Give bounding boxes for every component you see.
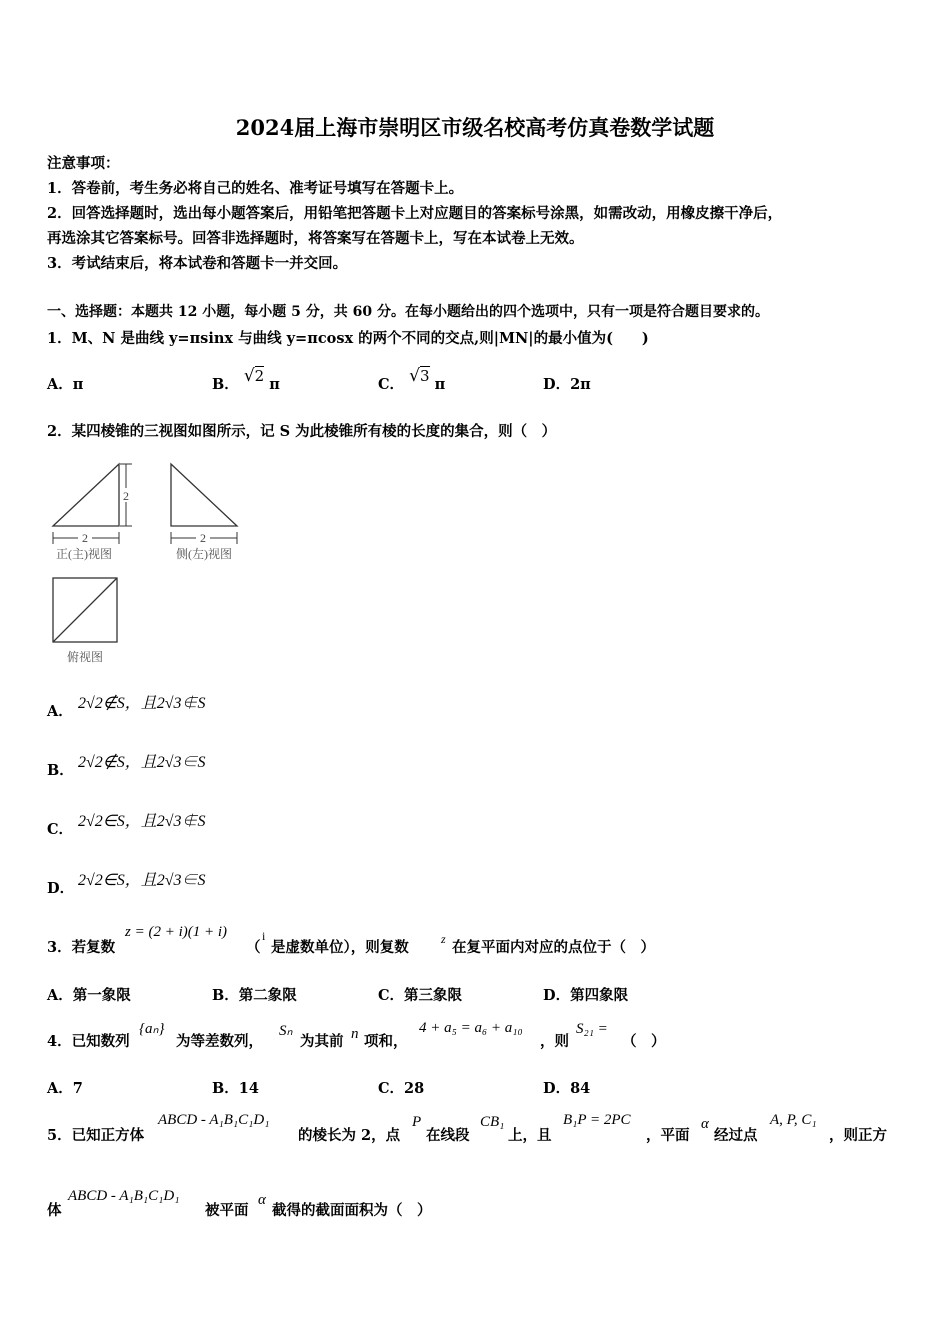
side-view-triangle <box>171 464 237 526</box>
q5-cube: ABCD - A₁B₁C₁D₁ <box>158 1112 270 1128</box>
top-view-label: 俯视图 <box>66 650 104 664</box>
q3-stem-a: 3．若复数 <box>47 939 116 956</box>
q5-stem-a: 5．已知正方体 <box>47 1127 145 1144</box>
q4-stem-e: ，则 <box>540 1033 569 1050</box>
q3-z-symbol: z <box>441 932 446 946</box>
q4-option-d: D．84 <box>543 1080 591 1097</box>
q4-option-a: A．7 <box>47 1080 83 1097</box>
height-dim-label: 2 <box>123 489 129 503</box>
notice-heading: 注意事项： <box>47 155 120 172</box>
notice-item-3: 3．考试结束后，将本试卷和答题卡一并交回。 <box>47 255 348 272</box>
q3-i-symbol: i <box>262 929 266 943</box>
three-view-figure <box>44 458 254 673</box>
q1-option-b-pi: π <box>269 376 280 393</box>
q5-stem-c: 在线段 <box>426 1127 470 1144</box>
sqrt-icon: √2 <box>243 366 265 386</box>
q2-stem: 2．某四棱锥的三视图如图所示，记 S 为此棱锥所有棱的长度的集合，则（ ） <box>47 423 557 440</box>
sqrt-icon: √3 <box>409 366 430 386</box>
q3-stem-c: 在复平面内对应的点位于（ ） <box>452 939 655 956</box>
q5-points: A, P, C₁ <box>770 1112 817 1128</box>
front-dim-label: 2 <box>82 531 88 545</box>
q1-option-a: A．π <box>47 376 84 393</box>
q4-stem-d: 项和， <box>364 1033 408 1050</box>
q3-option-a: A．第一象限 <box>47 987 131 1004</box>
q5-relation: B₁P = 2PC <box>563 1112 631 1128</box>
q4-stem-f: （ ） <box>622 1033 666 1050</box>
q5-stem-f: 经过点 <box>714 1127 758 1144</box>
q4-stem-c: 为其前 <box>300 1033 344 1050</box>
q1-option-b <box>212 366 280 394</box>
q2-option-a-label: A． <box>47 703 73 720</box>
q5-stem-d: 上，且 <box>508 1127 552 1144</box>
q3-option-c: C．第三象限 <box>378 987 463 1004</box>
q2-option-d: 2√2∈S，且2√3∈S <box>78 872 206 889</box>
front-view-triangle <box>53 464 119 526</box>
side-dim-label: 2 <box>200 531 206 545</box>
q5-stem-h: 体 <box>47 1202 62 1219</box>
q2-option-c-label: C． <box>47 821 74 838</box>
q1-option-d: D．2π <box>543 376 591 393</box>
q5-alpha: α <box>701 1116 709 1132</box>
q5-segment: CB₁ <box>480 1114 505 1130</box>
notice-item-2a: 2．回答选择题时，选出每小题答案后，用铅笔把答题卡上对应题目的答案标号涂黑，如需改动，用橡皮擦干净后， <box>47 205 783 222</box>
q3-stem-b: 是虚数单位），则复数 <box>271 939 409 956</box>
front-view-label: 正(主)视图 <box>56 547 112 561</box>
q2-option-b-label: B． <box>47 762 74 779</box>
page-title: 2024届上海市崇明区市级名校高考仿真卷数学试题 <box>235 115 715 140</box>
section-heading: 一、选择题：本题共 12 小题，每小题 5 分，共 60 分。在每小题给出的四个选项中，只有一项是符合题目要求的。 <box>47 304 769 320</box>
q2-option-a: 2√2∉S，且2√3∉S <box>78 695 206 712</box>
side-view-label: 侧(左)视图 <box>176 547 232 561</box>
q3-formula: z = (2 + i)(1 + i) <box>125 924 228 940</box>
q1-option-c <box>378 366 446 394</box>
q1-option-c-pi: π <box>434 376 446 393</box>
q2-option-c: 2√2∈S，且2√3∉S <box>78 813 206 830</box>
top-view-diagonal <box>53 578 117 642</box>
q2-option-d-label: D． <box>47 880 75 897</box>
q4-stem-b: 为等差数列， <box>176 1033 263 1050</box>
q4-equation: 4 + a₅ = a₆ + a₁₀ <box>419 1020 523 1036</box>
q2-option-b: 2√2∉S，且2√3∈S <box>78 754 206 771</box>
q4-stem-a: 4．已知数列 <box>47 1033 130 1050</box>
q4-option-b: B．14 <box>212 1080 259 1097</box>
q3-paren: （ <box>246 939 261 956</box>
q5-stem-b: 的棱长为 2，点 <box>298 1127 401 1144</box>
q4-n: n <box>351 1026 359 1042</box>
notice-item-1: 1．答卷前，考生务必将自己的姓名、准考证号填写在答题卡上。 <box>47 180 464 197</box>
q4-sn: Sₙ <box>279 1023 293 1039</box>
q5-alpha-2: α <box>258 1192 266 1208</box>
q3-option-d: D．第四象限 <box>543 987 629 1004</box>
notice-item-2b: 再选涂其它答案标号。回答非选择题时，将答案写在答题卡上，写在本试卷上无效。 <box>47 230 584 247</box>
q4-seq: {aₙ} <box>139 1021 165 1037</box>
q4-option-c: C．28 <box>378 1080 425 1097</box>
q5-stem-e: ，平面 <box>646 1127 690 1144</box>
q5-cube-2: ABCD - A₁B₁C₁D₁ <box>68 1188 180 1204</box>
q1-stem: 1．M、N 是曲线 y=πsinx 与曲线 y=πcosx 的两个不同的交点,则|MN|的最小值为( ) <box>47 330 649 347</box>
q4-s21: S₂₁ = <box>576 1021 608 1037</box>
q1-option-b-label: B． <box>212 376 239 393</box>
q5-stem-j: 截得的截面面积为（ ） <box>272 1202 432 1219</box>
q5-stem-i: 被平面 <box>205 1202 249 1219</box>
q3-option-b: B．第二象限 <box>212 987 297 1004</box>
q1-option-c-label: C． <box>378 376 405 393</box>
q5-point-p: P <box>412 1114 422 1130</box>
q5-stem-g: ，则正方 <box>829 1127 887 1144</box>
